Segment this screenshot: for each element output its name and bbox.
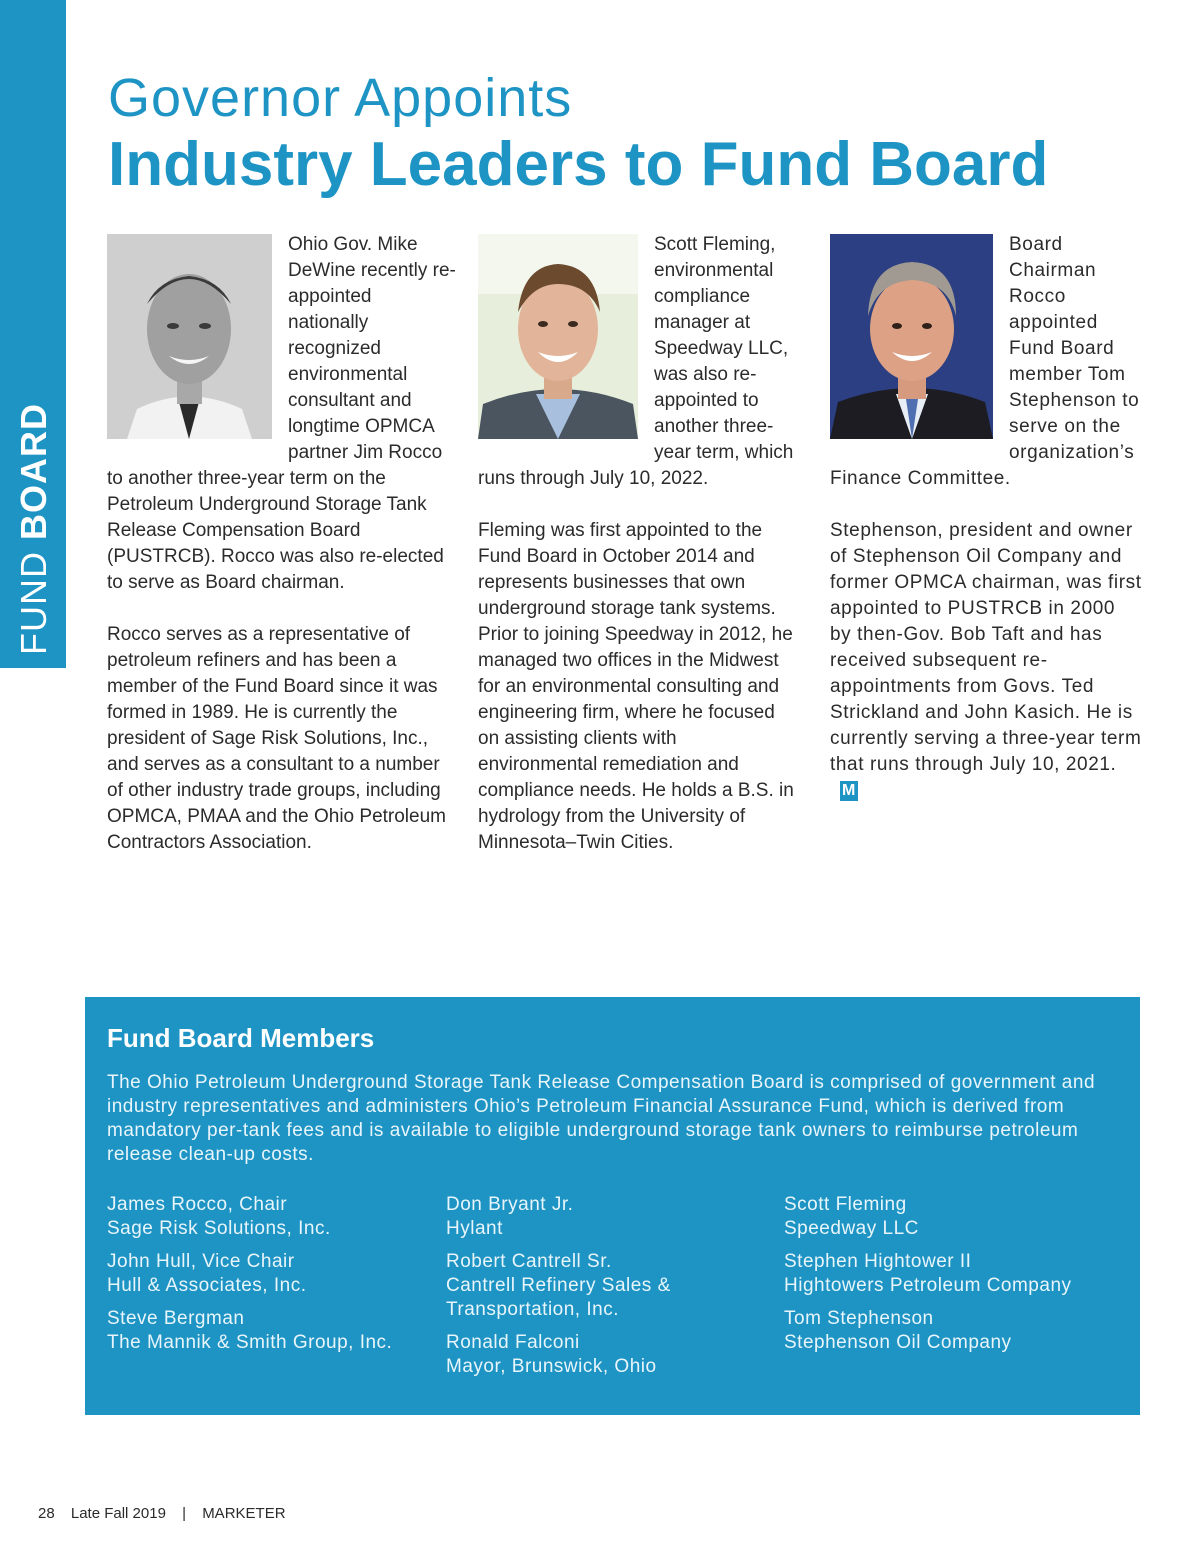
member-entry: Ronald Falconi Mayor, Brunswick, Ohio [446,1332,657,1377]
issue-label: Late Fall 2019 [70,1505,166,1522]
side-tab [0,0,66,668]
member-entry: James Rocco, Chair Sage Risk Solutions, Inc. [107,1194,331,1239]
members-title: Fund Board Members [107,1023,375,1053]
member-entry: Tom Stephenson Stephenson Oil Company [784,1308,1012,1353]
paragraph-1: Scott Fleming, environmental compliance manager at Speedway LLC, was also re-appointed to another three-year term, which runs through July 10, 2022. [478,234,794,489]
paragraph-2: Stephenson, president and owner of Stephenson Oil Company and former OPMCA chairman, was first appointed to PUSTRCB in 2000 by then-Gov. Bob Taft and has received subsequent re-appointments from Govs. Ted Strickland and John Kasich. He is currently serving a three-year term that runs through July 10, 2021.M [830,520,1142,799]
portrait-fleming-image [478,234,638,439]
paragraph-1: Ohio Gov. Mike DeWine recently re-appointed nationally recognized environmental consultant and longtime OPMCA partner Jim Rocco to another three-year term on the Petroleum Underground Storage Tank Release Compensation Board (PUSTRCB). Rocco was also re-elected to serve as Board chairman. [107,234,456,593]
end-mark-icon: M [840,781,858,801]
title-line-1: Governor Appoints [108,68,573,128]
member-entry: Stephen Hightower II Hightowers Petroleum Company [784,1251,1072,1296]
paragraph-2: Fleming was first appointed to the Fund Board in October 2014 and represents businesses that own underground storage tank systems. Prior to joining Speedway in 2012, he managed two offices in the Midwest for an environmental consulting and engineering firm, where he focused on assisting clients with environmental remediation and compliance needs. He holds a B.S. in hydrology from the University of Minnesota–Twin Cities. [478,520,794,853]
member-entry: John Hull, Vice Chair Hull & Associates, Inc. [107,1251,307,1296]
members-column-1 [107,1193,437,1364]
portrait-stephenson-image [830,234,993,439]
members-description: The Ohio Petroleum Underground Storage Tank Release Compensation Board is comprised of government and industry representatives and administers Ohio’s Petroleum Financial Assurance Fund, which is derived from mandatory per-tank fees and is available to eligible underground storage tank owners to reimburse petroleum release clean-up costs. [107,1072,1096,1165]
member-entry: Scott Fleming Speedway LLC [784,1194,919,1239]
article-column-2 [478,232,798,882]
members-column-3 [784,1193,1114,1364]
paragraph-2: Rocco serves as a representative of petroleum refiners and has been a member of the Fund Board since it was formed in 1989. He is currently the president of Sage Risk Solutions, Inc., and serves as a consultant to a number of other industry trade groups, including OPMCA, PMAA and the Ohio Petroleum Contractors Association. [107,624,446,853]
page-number: 28 [38,1505,55,1522]
page-footer [38,1505,298,1522]
fund-board-members-box [85,997,1140,1415]
publication-name: MARKETER [202,1505,286,1522]
footer-separator: | [182,1505,187,1522]
member-entry: Steve Bergman The Mannik & Smith Group, Inc. [107,1308,393,1353]
article-column-1 [107,232,457,882]
member-entry: Don Bryant Jr. Hylant [446,1194,574,1239]
members-column-2 [446,1193,776,1388]
member-entry: Robert Cantrell Sr. Cantrell Refinery Sales & Transportation, Inc. [446,1251,671,1320]
title-line-2: Industry Leaders to Fund Board [108,130,1049,199]
portrait-rocco-image [107,234,272,439]
paragraph-1: Board Chairman Rocco appointed Fund Board member Tom Stephenson to serve on the organization’s Finance Committee. [830,234,1140,489]
article-column-3 [830,232,1142,830]
section-label: FUND BOARD [13,403,54,655]
